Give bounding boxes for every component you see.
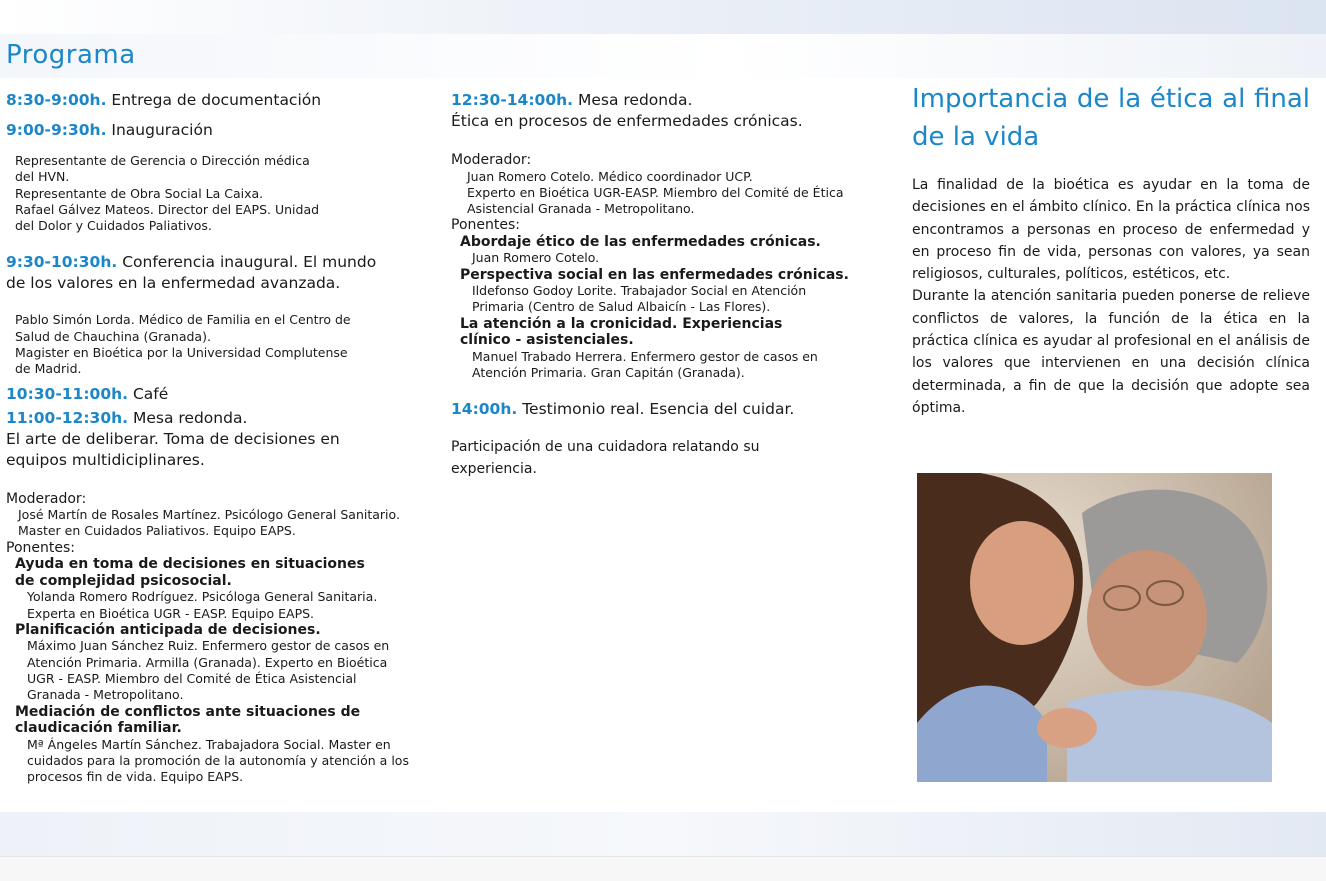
ethics-title: Importancia de la ética al final de la vida (912, 84, 1310, 152)
testimony-description (451, 436, 881, 480)
roundtable-1-participants (6, 491, 436, 786)
moderator-info (451, 169, 881, 218)
bottom-strip (0, 856, 1326, 881)
ponente-topic: Perspectiva social en las enfermedades crónicas. (460, 266, 849, 283)
speaker-line: Representante de Gerencia o Dirección médica (15, 153, 310, 168)
ethics-paragraph: La finalidad de la bioética es ayudar en la toma de decisiones en el ámbito clínico. En la práctica clínica nos encontramos a personas en proceso de enfermedad y en proceso fin de vida, personas con valores, ya sean religiosos, culturales, políticos, estéticos, etc. (912, 177, 1310, 283)
schedule-title: Mesa redonda. (577, 91, 693, 109)
ponente-person: procesos fin de vida. Equipo EAPS. (27, 769, 244, 785)
testimony-line: Participación de una cuidadora relatando su (451, 439, 760, 456)
photo-illustration (917, 473, 1272, 782)
ponentes-label: Ponentes: (451, 217, 520, 234)
schedule-time: 11:00-12:30h. (6, 408, 129, 427)
roundtable-2-participants (451, 152, 881, 381)
schedule-item (451, 90, 881, 132)
ponente-person: UGR - EASP. Miembro del Comité de Ética Asistencial (27, 670, 357, 686)
conference-speaker (6, 312, 436, 377)
moderator-info (6, 507, 436, 540)
schedule-time: 9:30-10:30h. (6, 253, 118, 272)
ponente-person: Primaria (Centro de Salud Albaicín - Las Flores). (472, 299, 771, 315)
testimony-line: experiencia. (451, 461, 537, 478)
speaker-line: Magister en Bioética por la Universidad Complutense (15, 345, 348, 361)
schedule-title: Café (132, 384, 169, 403)
speaker-line: del HVN. (15, 169, 70, 185)
schedule-subtitle: Ética en procesos de enfermedades crónicas. (451, 112, 803, 130)
ponente-topic: Planificación anticipada de decisiones. (15, 621, 321, 638)
ponente-topic: de complejidad psicosocial. (15, 572, 232, 589)
schedule-time: 14:00h. (451, 400, 518, 419)
speaker-line: Salud de Chauchina (Granada). (15, 328, 211, 344)
schedule-title: Inauguración (111, 121, 213, 139)
speaker-line: Pablo Simón Lorda. Médico de Familia en el Centro de (15, 312, 351, 328)
ponente-person: Juan Romero Cotelo. (472, 250, 600, 266)
speaker-line: Representante de Obra Social La Caixa. (15, 185, 264, 201)
moderator-line: Experto en Bioética UGR-EASP. Miembro del Comité de Ética (467, 184, 844, 200)
ponente-block (451, 267, 881, 316)
ponente-block (6, 556, 436, 622)
ponente-person: Yolanda Romero Rodríguez. Psicóloga General Sanitaria. (27, 589, 378, 605)
schedule-time: 9:00-9:30h. (6, 121, 107, 139)
ponente-block (451, 316, 881, 382)
schedule-time: 12:30-14:00h. (451, 91, 574, 109)
moderator-line: Asistencial Granada - Metropolitano. (467, 201, 695, 217)
schedule-item (6, 408, 436, 471)
caregiver-elderly-photo (917, 473, 1272, 782)
ethics-paragraph: Durante la atención sanitaria pueden ponerse de relieve conflictos de valores, la función de la ética en la práctica clínica es ayudar al profesional en el análisis de los valores que intervienen en una decisión clínica determinada, a fin de que la decisión que adopte sea óptima. (912, 288, 1310, 416)
schedule-item (6, 252, 436, 294)
schedule-title: Testimonio real. Esencia del cuidar. (522, 400, 795, 419)
ponente-topic: Mediación de conflictos ante situaciones de (15, 703, 361, 720)
moderator-line: José Martín de Rosales Martínez. Psicólogo General Sanitario. (18, 507, 400, 523)
speaker-line: de Madrid. (15, 361, 82, 377)
ponente-person: Manuel Trabado Herrera. Enfermero gestor de casos en (472, 348, 818, 364)
ponente-topic: claudicación familiar. (15, 720, 182, 737)
inauguration-speakers (6, 153, 436, 234)
schedule-item (6, 384, 436, 405)
ponente-topic: La atención a la cronicidad. Experiencias (460, 315, 783, 332)
schedule-title: Mesa redonda. (132, 408, 248, 427)
speaker-line: del Dolor y Cuidados Paliativos. (15, 218, 212, 234)
ponente-person: Mª Ángeles Martín Sánchez. Trabajadora Social. Master en (27, 736, 391, 752)
moderator-label: Moderador: (451, 152, 532, 168)
schedule-title: Entrega de documentación (111, 91, 322, 109)
ponente-person: Granada - Metropolitano. (27, 687, 184, 703)
bottom-band (0, 812, 1326, 856)
moderator-line: Juan Romero Cotelo. Médico coordinador UCP. (467, 168, 753, 184)
schedule-subtitle: El arte de deliberar. Toma de decisiones en (6, 429, 340, 448)
schedule-time: 8:30-9:00h. (6, 91, 107, 109)
moderator-line: Master en Cuidados Paliativos. Equipo EAPS. (18, 523, 296, 539)
program-column-1 (6, 90, 436, 785)
ponente-person: Ildefonso Godoy Lorite. Trabajador Social en Atención (472, 283, 807, 299)
ponente-topic: Ayuda en toma de decisiones en situaciones (15, 556, 365, 573)
ethics-text (912, 174, 1310, 419)
ponente-person: Experta en Bioética UGR - EASP. Equipo EAPS. (27, 605, 315, 621)
schedule-item (6, 120, 436, 141)
ponente-person: Atención Primaria. Armilla (Granada). Experto en Bioética (27, 654, 388, 670)
schedule-title: Conferencia inaugural. El mundo (122, 253, 377, 272)
ponente-block (6, 622, 436, 704)
moderator-label: Moderador: (6, 490, 87, 507)
ponente-person: cuidados para la promoción de la autonomía y atención a los (27, 752, 409, 768)
ponentes-label: Ponentes: (6, 539, 75, 556)
program-title: Programa (6, 40, 136, 70)
ponente-person: Atención Primaria. Gran Capitán (Granada). (472, 365, 745, 381)
ponente-topic: Abordaje ético de las enfermedades crónicas. (460, 233, 821, 250)
schedule-item (451, 399, 881, 420)
ethics-column (912, 80, 1310, 419)
ponente-person: Máximo Juan Sánchez Ruiz. Enfermero gestor de casos en (27, 638, 390, 654)
ponente-block (451, 234, 881, 267)
title-band (0, 34, 1326, 78)
ponente-topic: clínico - asistenciales. (460, 332, 634, 349)
schedule-time: 10:30-11:00h. (6, 384, 129, 403)
speaker-line: Rafael Gálvez Mateos. Director del EAPS. Unidad (15, 201, 320, 217)
ponente-block (6, 704, 436, 786)
schedule-item (6, 90, 436, 111)
schedule-subtitle: equipos multidiciplinares. (6, 450, 205, 469)
schedule-title-cont: de los valores en la enfermedad avanzada. (6, 274, 341, 293)
top-band (0, 0, 1326, 34)
program-column-2 (451, 90, 881, 480)
